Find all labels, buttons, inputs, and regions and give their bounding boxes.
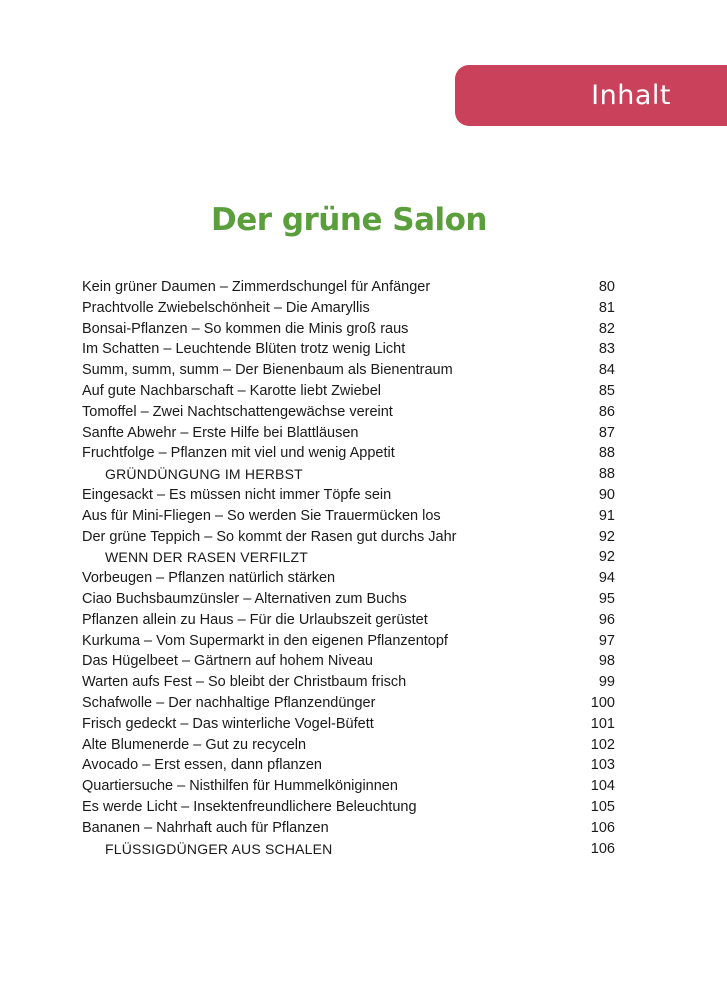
toc-entry-page: 102: [590, 736, 615, 753]
toc-entry: [82, 506, 615, 527]
toc-entry-page: 91: [598, 507, 615, 524]
toc-entry-title: Summ, summ, summ – Der Bienenbaum als Bienentraum: [82, 362, 453, 379]
toc-entry-title: Avocado – Erst essen, dann pflanzen: [82, 757, 322, 774]
toc-entry: [82, 319, 615, 340]
toc-entry: [82, 568, 615, 589]
toc-entry-title: WENN DER RASEN VERFILZT: [105, 549, 308, 566]
toc-entry: [82, 651, 615, 672]
toc-entry-page: 106: [590, 819, 615, 836]
toc-entry-title: Im Schatten – Leuchtende Blüten trotz wenig Licht: [82, 341, 406, 358]
toc-entry-page: 104: [590, 778, 615, 795]
toc-entry: [82, 714, 615, 735]
toc-entry-page: 85: [598, 382, 615, 399]
header-tab-label: Inhalt: [591, 80, 671, 111]
toc-entry: [82, 360, 615, 381]
toc-entry: [82, 610, 615, 631]
toc-entry-title: Auf gute Nachbarschaft – Karotte liebt Zwiebel: [82, 382, 382, 399]
toc-entry: [82, 755, 615, 776]
toc-entry: [82, 797, 615, 818]
toc-entry-page: 98: [598, 653, 615, 670]
toc-entry-page: 94: [598, 570, 615, 587]
toc-entry: [82, 631, 615, 652]
toc-entry-title: Das Hügelbeet – Gärtnern auf hohem Niveau: [82, 653, 373, 670]
toc-entry-title: Tomoffel – Zwei Nachtschattengewächse vereint: [82, 403, 393, 420]
toc-entry-page: 92: [598, 549, 615, 566]
toc-entry-page: 95: [598, 590, 615, 607]
toc-entry-title: Bananen – Nahrhaft auch für Pflanzen: [82, 819, 329, 836]
toc-entry-page: 86: [598, 403, 615, 420]
toc-entry-title: Prachtvolle Zwiebelschönheit – Die Amaryllis: [82, 299, 370, 316]
toc-entry: [82, 485, 615, 506]
toc-entry-title: Ciao Buchsbaumzünsler – Alternativen zum Buchs: [82, 590, 407, 607]
toc-entry-page: 106: [590, 840, 615, 857]
toc-entry-page: 80: [598, 279, 615, 295]
section-title: Der grüne Salon: [210, 202, 487, 238]
toc-entry-page: 88: [598, 445, 615, 462]
toc-entry-page: 103: [590, 757, 615, 774]
toc-entry: [82, 693, 615, 714]
header-tab: [455, 65, 727, 126]
toc-entry-title: Bonsai-Pflanzen – So kommen die Minis groß raus: [82, 320, 409, 337]
toc-entry-page: 88: [598, 466, 615, 483]
toc-entry: [82, 277, 615, 298]
toc-entry-page: 84: [598, 362, 615, 379]
toc-entry-title: Pflanzen allein zu Haus – Für die Urlaubszeit gerüstet: [82, 611, 428, 628]
toc-subentry: [82, 839, 615, 860]
toc-entry-title: Alte Blumenerde – Gut zu recyceln: [82, 736, 307, 753]
toc-entry-title: Aus für Mini-Fliegen – So werden Sie Trauermücken los: [82, 507, 441, 524]
toc-entry-title: Fruchtfolge – Pflanzen mit viel und wenig Appetit: [82, 445, 395, 462]
toc-entry-page: 90: [598, 486, 615, 503]
toc-entry-title: Schafwolle – Der nachhaltige Pflanzendünger: [82, 694, 376, 711]
toc-entry-page: 99: [598, 674, 615, 691]
toc-entry-page: 82: [598, 320, 615, 337]
toc-entry: [82, 298, 615, 319]
toc-entry-title: Vorbeugen – Pflanzen natürlich stärken: [82, 570, 336, 587]
toc-entry-page: 87: [598, 424, 615, 441]
toc-entry-title: Der grüne Teppich – So kommt der Rasen gut durchs Jahr: [82, 528, 457, 545]
toc-entry: [82, 381, 615, 402]
toc-entry: [82, 818, 615, 839]
toc-entry-page: 97: [598, 632, 615, 649]
toc-entry-title: Frisch gedeckt – Das winterliche Vogel-Büfett: [82, 715, 374, 732]
toc-entry-title: FLÜSSIGDÜNGER AUS SCHALEN: [105, 840, 333, 857]
toc-entry: [82, 735, 615, 756]
toc-entry-title: Kurkuma – Vom Supermarkt in den eigenen Pflanzentopf: [82, 632, 448, 649]
toc-entry: [82, 443, 615, 464]
toc-entry: [82, 527, 615, 548]
toc-entry: [82, 339, 615, 360]
toc-entry-page: 81: [598, 299, 615, 316]
toc-entry-title: Es werde Licht – Insektenfreundlichere Beleuchtung: [82, 798, 417, 815]
toc-entry: [82, 776, 615, 797]
toc-entry: [82, 589, 615, 610]
toc-entry-page: 96: [598, 611, 615, 628]
toc-entry: [82, 402, 615, 423]
toc-entry-title: Sanfte Abwehr – Erste Hilfe bei Blattläusen: [82, 424, 359, 441]
toc-entry-page: 105: [590, 798, 615, 815]
toc-entry-page: 101: [590, 715, 615, 732]
toc-entry-title: Eingesackt – Es müssen nicht immer Töpfe sein: [82, 486, 392, 503]
table-of-contents: [82, 277, 615, 859]
toc-subentry: [82, 464, 615, 485]
toc-entry-page: 100: [590, 694, 615, 711]
toc-entry: [82, 672, 615, 693]
toc-entry-title: Quartiersuche – Nisthilfen für Hummelköniginnen: [82, 778, 398, 795]
toc-subentry: [82, 547, 615, 568]
toc-entry-title: Kein grüner Daumen – Zimmerdschungel für Anfänger: [82, 279, 431, 295]
toc-entry-page: 92: [598, 528, 615, 545]
toc-entry-title: Warten aufs Fest – So bleibt der Christbaum frisch: [82, 674, 407, 691]
toc-entry: [82, 423, 615, 444]
toc-entry-page: 83: [598, 341, 615, 358]
toc-entry-title: GRÜNDÜNGUNG IM HERBST: [105, 466, 303, 483]
